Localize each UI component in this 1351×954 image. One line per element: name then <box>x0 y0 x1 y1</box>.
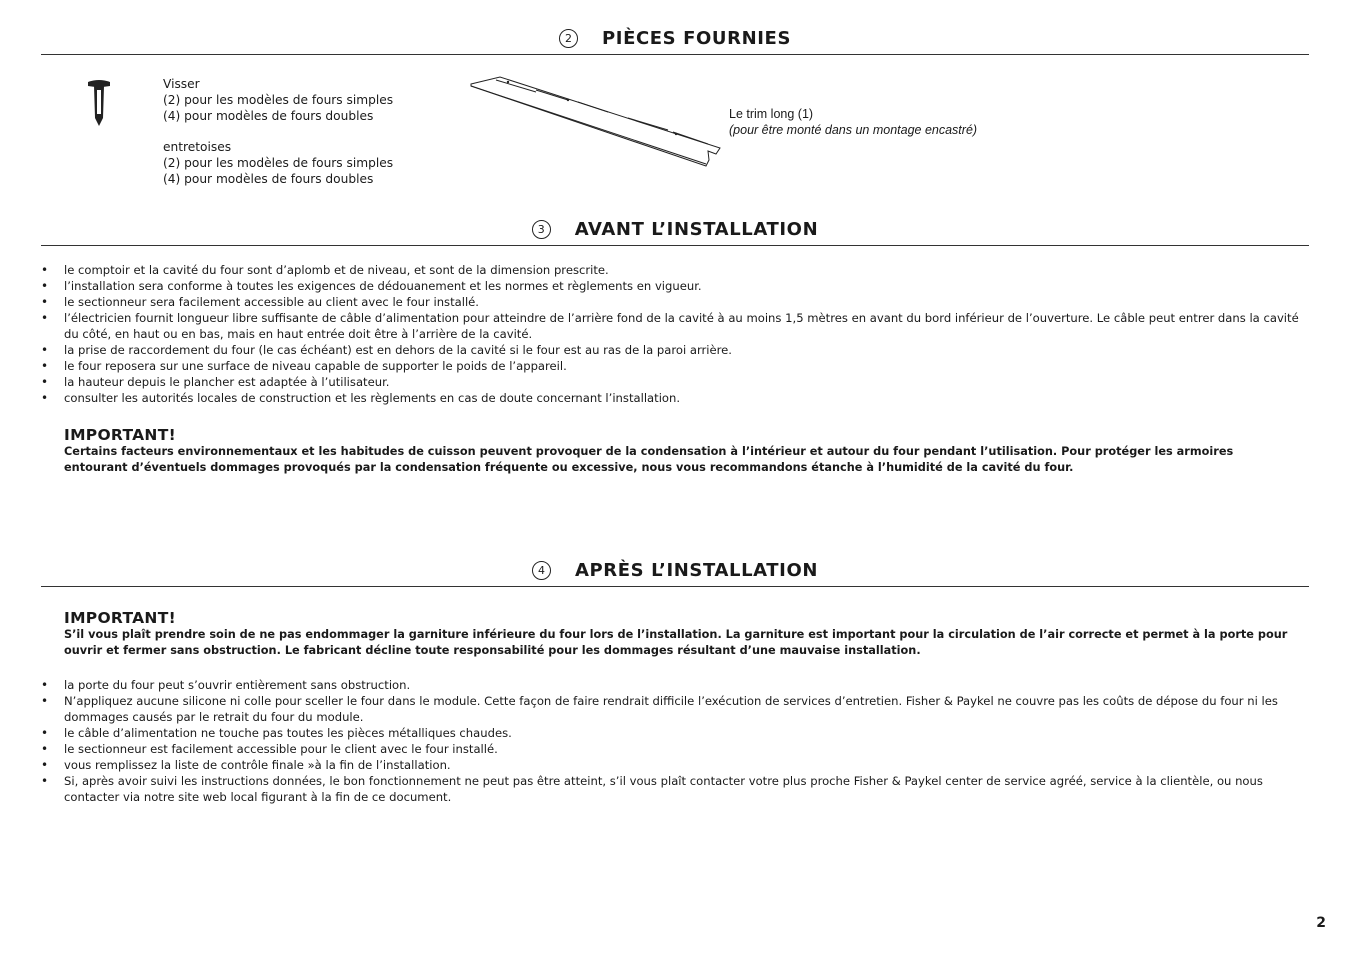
list-item: • le sectionneur est facilement accessible pour le client avec le four installé. <box>41 741 1311 757</box>
list-item: • la porte du four peut s’ouvrir entièrement sans obstruction. <box>41 677 1311 693</box>
list-item: • la prise de raccordement du four (le cas échéant) est en dehors de la cavité si le four est au ras de la paroi arrière. <box>41 342 1311 358</box>
section-header-before <box>41 219 1309 246</box>
important-heading: IMPORTANT! <box>64 426 176 444</box>
parts-list <box>163 76 393 187</box>
trim-illustration <box>468 72 724 172</box>
after-list <box>41 677 1311 805</box>
section-title: APRÈS L’INSTALLATION <box>574 559 819 581</box>
section-number: 3 <box>532 220 551 239</box>
important-note-condensation <box>64 426 1294 476</box>
list-item: • vous remplissez la liste de contrôle finale »à la fin de l’installation. <box>41 757 1311 773</box>
before-list <box>41 262 1311 406</box>
screws-double: (4) pour modèles de fours doubles <box>163 109 374 123</box>
list-item: • le câble d’alimentation ne touche pas toutes les pièces métalliques chaudes. <box>41 725 1311 741</box>
list-item: • le comptoir et la cavité du four sont d’aplomb et de niveau, et sont de la dimension prescrite. <box>41 262 1311 278</box>
important-body: Certains facteurs environnementaux et les habitudes de cuisson peuvent provoquer de la condensation à l’intérieur et autour du four pendant l’utilisation. Pour protéger les armoires entourant d’éventuels dommages provoqués par la condensation fréquente ou excessive, nous vous recommandons étanche à l’humidité de la cavité du four. <box>64 445 1234 474</box>
list-item: • l’installation sera conforme à toutes les exigences de dédouanement et les normes et règlements en vigueur. <box>41 278 1311 294</box>
section-title: AVANT L’INSTALLATION <box>574 218 819 240</box>
spacers-single: (2) pour les modèles de fours simples <box>163 156 394 170</box>
list-item: • l’électricien fournit longueur libre suffisante de câble d’alimentation pour atteindre de l’arrière fond de la cavité à au moins 1,5 mètres en avant du bord inférieur de l’ouverture. Le câble peut entrer dans la cavité du côté, en haut ou en bas, mais en haut entrée doit être à l’arrière de la cavité. <box>41 310 1311 342</box>
section-header-parts <box>41 28 1309 55</box>
trim-label: Le trim long (1) <box>729 107 814 121</box>
important-note-trim <box>64 609 1294 659</box>
spacers-double: (4) pour modèles de fours doubles <box>163 172 374 186</box>
trim-caption <box>729 106 977 138</box>
screws-label: Visser <box>163 77 200 91</box>
list-item: • N’appliquez aucune silicone ni colle pour sceller le four dans le module. Cette façon de faire rendrait difficile l’exécution de services d’entretien. Fisher & Paykel ne couvre pas les coûts de dépose du four ni les dommages causés par le retrait du four du module. <box>41 693 1311 725</box>
list-item: • le sectionneur sera facilement accessible au client avec le four installé. <box>41 294 1311 310</box>
important-body: S’il vous plaît prendre soin de ne pas endommager la garniture inférieure du four lors de l’installation. La garniture est important pour la circulation de l’air correcte et permet à la porte pour ouvrir et fermer sans obstruction. Le fabricant décline toute responsabilité pour les dommages résultant d’une mauvaise installation. <box>64 628 1288 657</box>
list-item: • consulter les autorités locales de construction et les règlements en cas de doute concernant l’installation. <box>41 390 1311 406</box>
section-number: 4 <box>532 561 551 580</box>
screw-icon <box>86 78 112 128</box>
important-heading: IMPORTANT! <box>64 609 176 627</box>
section-header-after <box>41 560 1309 587</box>
section-number: 2 <box>559 29 578 48</box>
trim-note: (pour être monté dans un montage encastré) <box>729 123 978 137</box>
list-item: • Si, après avoir suivi les instructions données, le bon fonctionnement ne peut pas être atteint, s’il vous plaît contacter votre plus proche Fisher & Paykel center de service agréé, service à la clientèle, ou nous contacter via notre site web local figurant à la fin de ce document. <box>41 773 1311 805</box>
spacers-label: entretoises <box>163 140 232 154</box>
section-title: PIÈCES FOURNIES <box>601 27 792 49</box>
list-item: • la hauteur depuis le plancher est adaptée à l’utilisateur. <box>41 374 1311 390</box>
list-item: • le four reposera sur une surface de niveau capable de supporter le poids de l’appareil. <box>41 358 1311 374</box>
screws-single: (2) pour les modèles de fours simples <box>163 93 394 107</box>
page-number: 2 <box>1316 915 1326 931</box>
